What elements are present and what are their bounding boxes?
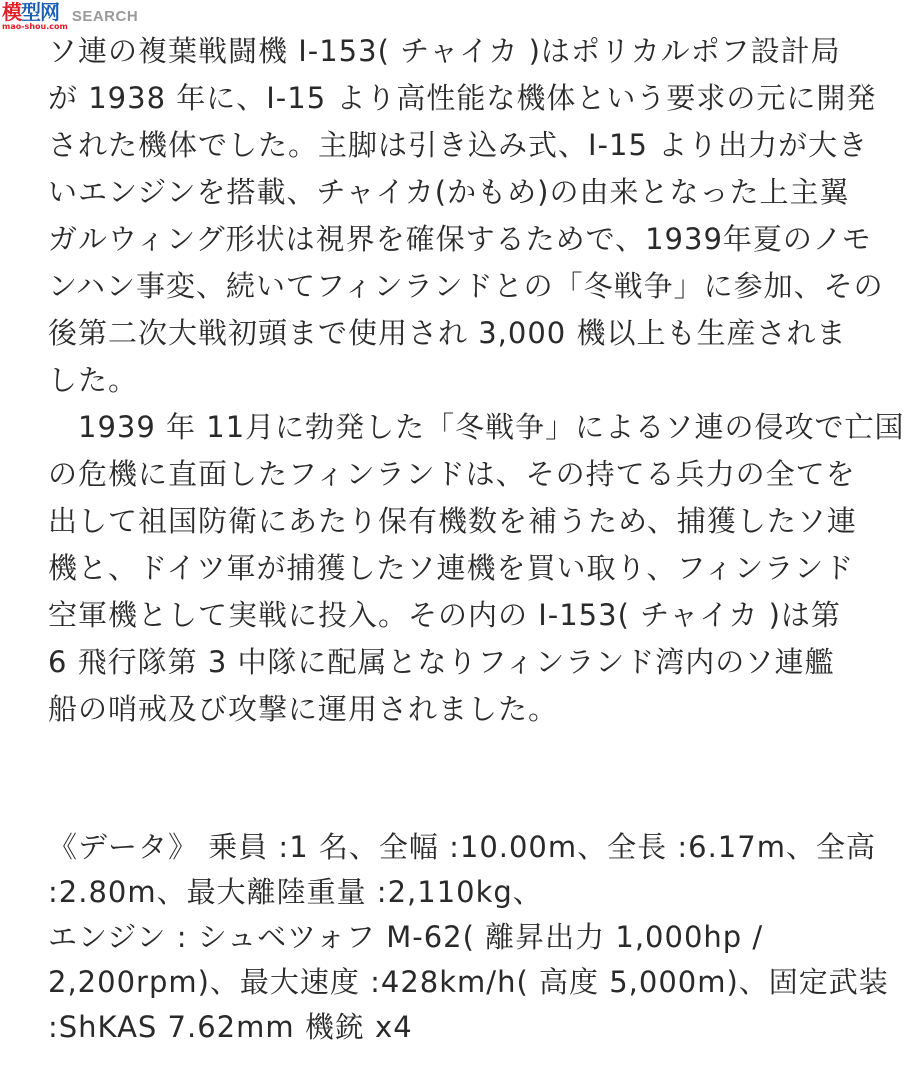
watermark-logo-url: mao-shou.com [2, 22, 68, 31]
history-paragraph-2 [48, 404, 905, 733]
watermark-logo [2, 2, 68, 31]
text-line: ガルウィング形状は視界を確保するためで、1939年夏のノモ [48, 222, 872, 256]
text-line: ンハン事変、続いてフィンランドとの「冬戦争」に参加、その [48, 269, 884, 303]
spec-line: 《データ》 乗員 :1 名、全幅 :10.00m、全長 :6.17m、全高 [48, 830, 876, 864]
watermark-logo-char: 模 [2, 0, 21, 24]
text-line: の危機に直面したフィンランドは、その持てる兵力の全てを [48, 457, 856, 491]
spec-line: :2.80m、最大離陸重量 :2,110kg、 [48, 875, 543, 909]
text-line: いエンジンを搭載、チャイカ(かもめ)の由来となった上主翼 [48, 175, 850, 209]
document-body [48, 28, 905, 1050]
spec-line: エンジン : シュベツォフ M-62( 離昇出力 1,000hp / [48, 920, 764, 954]
text-line: 出して祖国防衛にあたり保有機数を補うため、捕獲したソ連 [48, 504, 857, 538]
text-line: 1939 年 11月に勃発した「冬戦争」によるソ連の侵攻で亡国 [48, 410, 905, 444]
watermark-logo-chars: 型网 [21, 0, 59, 24]
site-watermark [2, 2, 138, 31]
text-line: が 1938 年に、I-15 より高性能な機体という要求の元に開発 [48, 81, 877, 115]
section-spacer [48, 733, 868, 825]
text-line: された機体でした。主脚は引き込み式、I-15 より出力が大き [48, 128, 869, 162]
text-line: 空軍機として実戦に投入。その内の I-153( チャイカ )は第 [48, 598, 841, 632]
spec-line: :ShKAS 7.62mm 機銃 x4 [48, 1010, 413, 1044]
history-paragraph-1 [48, 28, 884, 404]
text-line: 船の哨戒及び攻撃に運用されました。 [48, 692, 559, 726]
spec-line: 2,200rpm)、最大速度 :428km/h( 高度 5,000m)、固定武装 [48, 965, 889, 999]
text-line: ソ連の複葉戦闘機 I-153( チャイカ )はポリカルポフ設計局 [48, 34, 841, 68]
text-line: 6 飛行隊第 3 中隊に配属となりフィンランド湾内のソ連艦 [48, 645, 835, 679]
text-line: 後第二次大戦初頭まで使用され 3,000 機以上も生産されま [48, 316, 847, 350]
text-line: した。 [48, 363, 139, 397]
specifications-section [48, 825, 889, 1050]
text-line: 機と、ドイツ軍が捕獲したソ連機を買い取り、フィンランド [48, 551, 855, 585]
watermark-search-text: SEARCH [71, 8, 139, 25]
